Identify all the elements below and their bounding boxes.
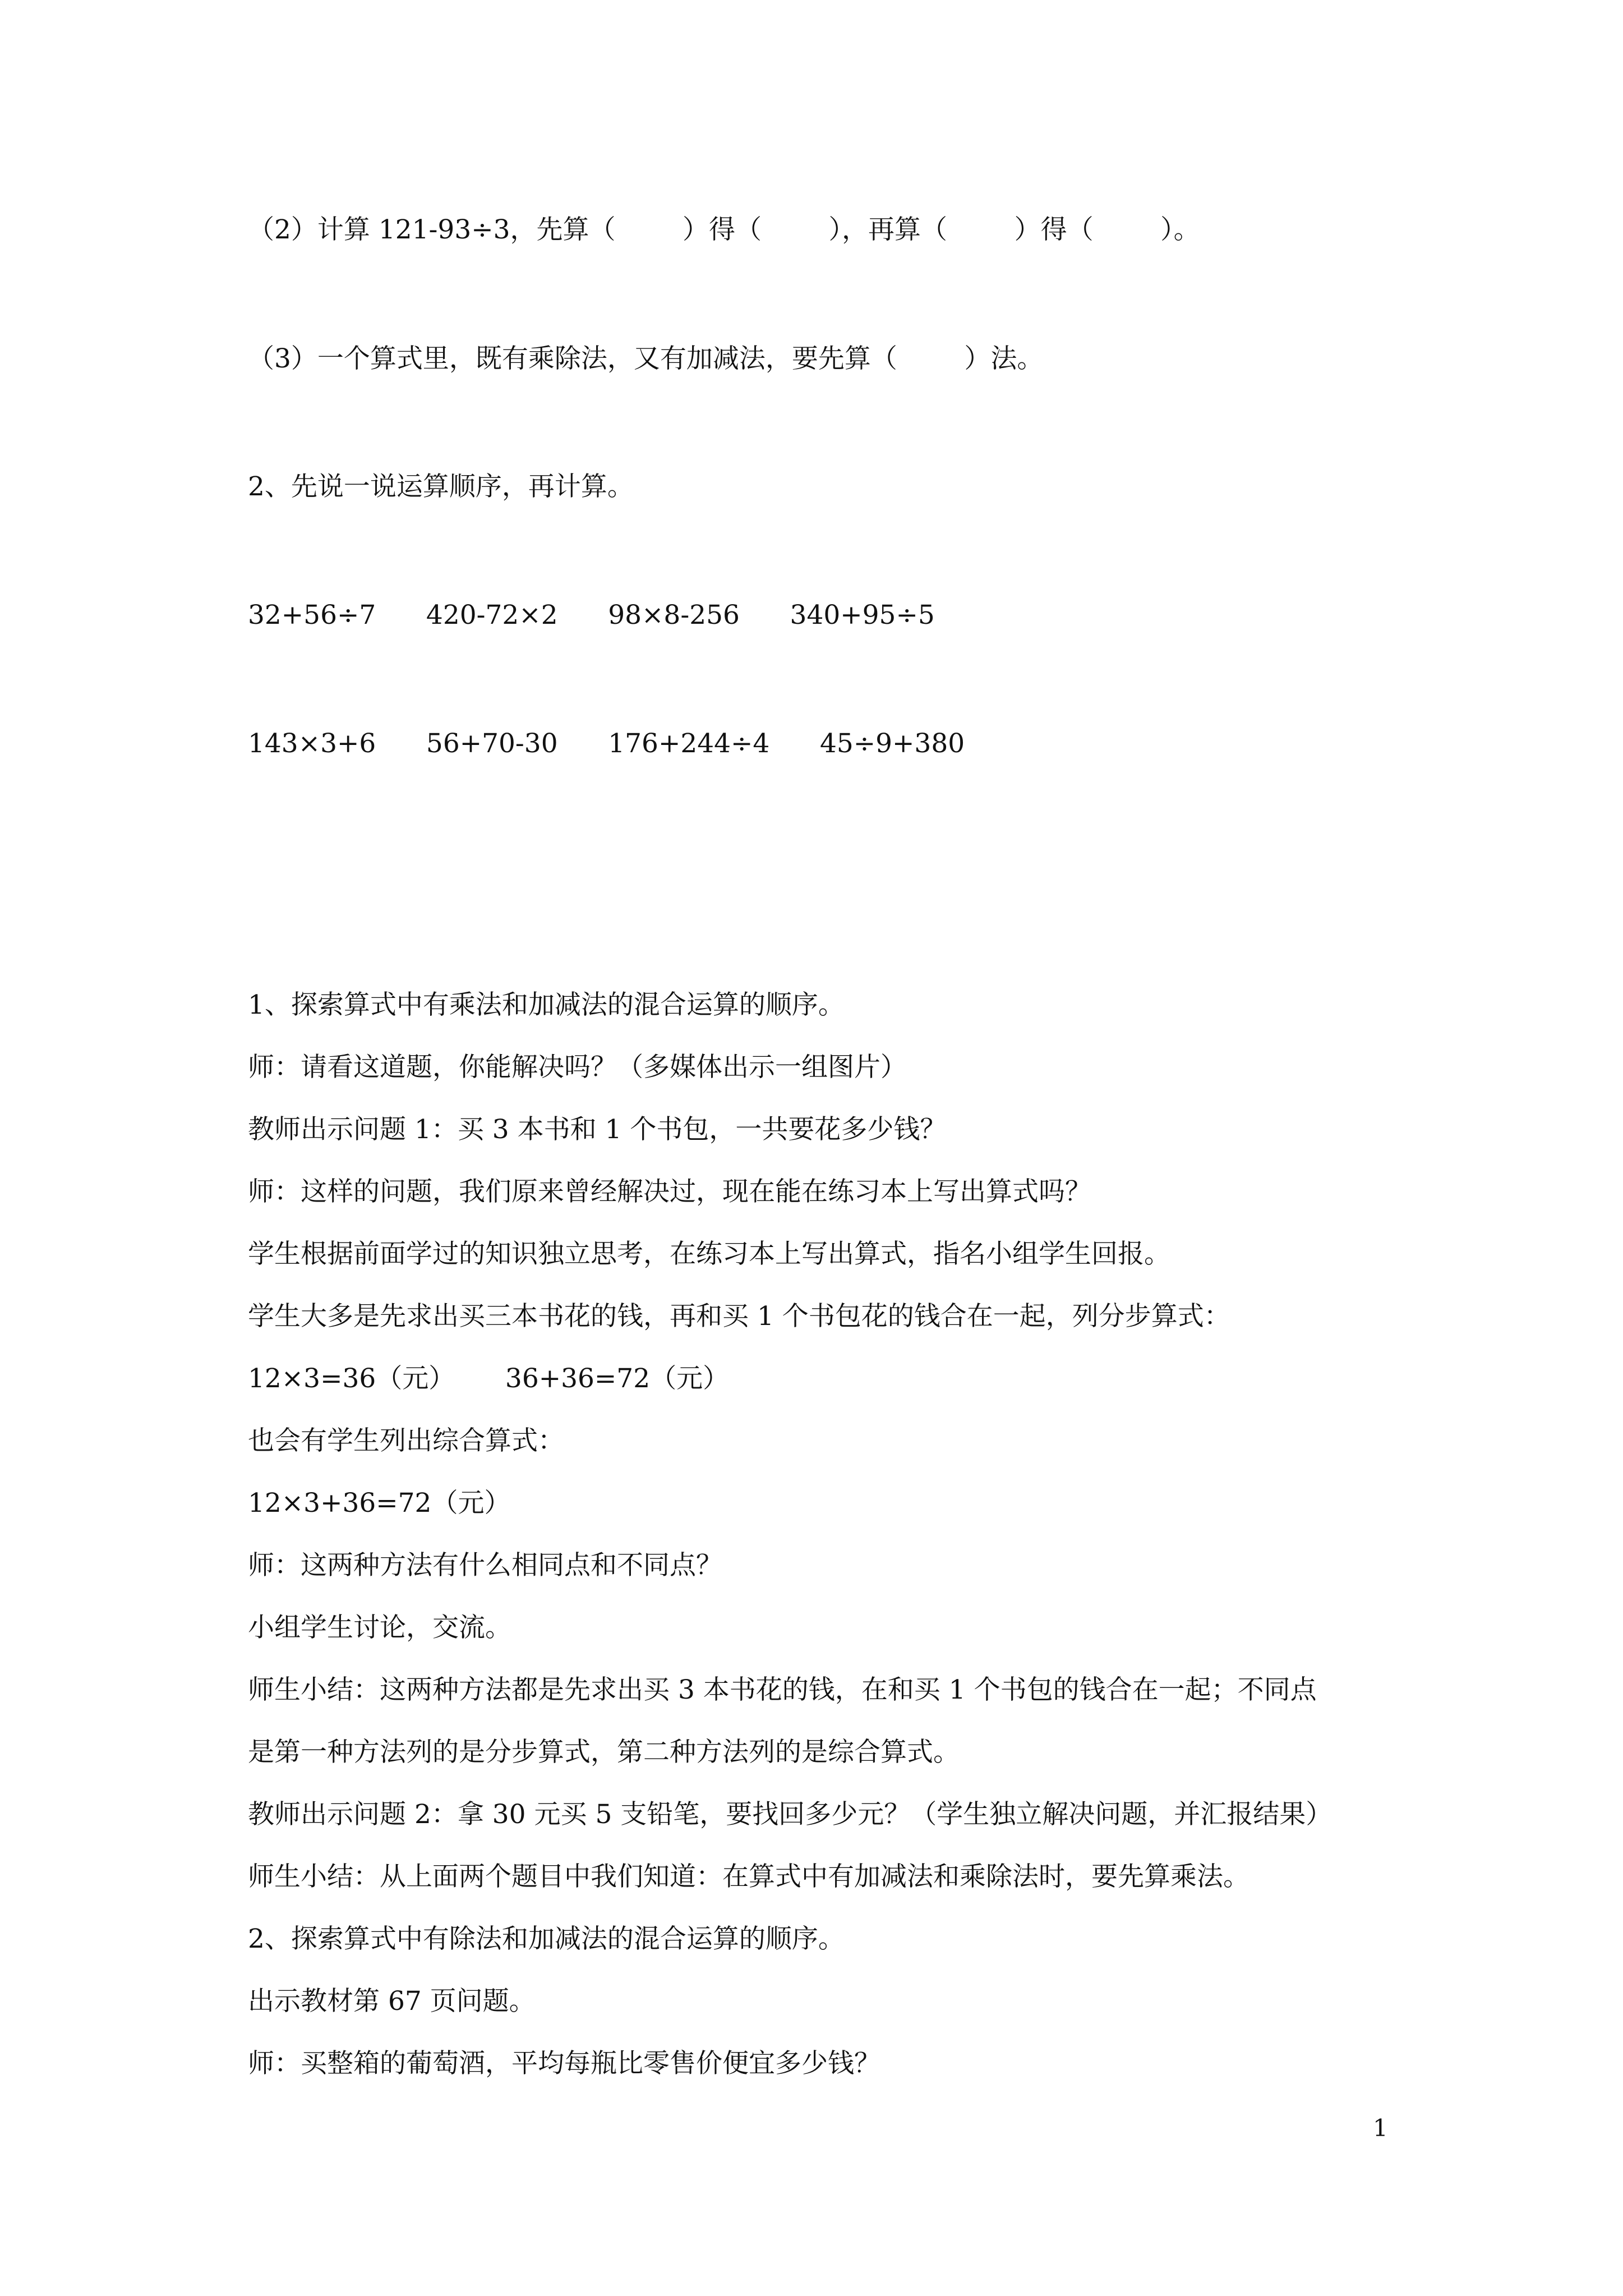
lesson-heading-1: 1、探索算式中有乘法和加减法的混合运算的顺序。 [248,990,845,1020]
lesson-paragraph: 也会有学生列出综合算式： [248,1425,564,1456]
lesson-paragraph: 出示教材第 67 页问题。 [248,1986,536,2017]
lesson-paragraph: 师：买整箱的葡萄酒，平均每瓶比零售价便宜多少钱？ [248,2048,880,2079]
lesson-paragraph: 教师出示问题 1：买 3 本书和 1 个书包，一共要花多少钱？ [248,1114,947,1145]
page-number: 1 [1373,2114,1388,2142]
exercise-q1-part3: （3）一个算式里，既有乘除法，又有加减法，要先算（ ）法。 [248,343,1044,374]
exercise-q2-row-2: 143×3+6 56+70-30 176+244÷4 45÷9+380 [248,728,965,759]
lesson-paragraph: 学生根据前面学过的知识独立思考，在练习本上写出算式，指名小组学生回报。 [248,1239,1170,1269]
lesson-paragraph: 师生小结：从上面两个题目中我们知道：在算式中有加减法和乘除法时，要先算乘法。 [248,1861,1249,1892]
lesson-formula: 12×3+36=72（元） [248,1488,511,1519]
lesson-formula: 12×3=36（元） 36+36=72（元） [248,1363,730,1394]
lesson-paragraph: 是第一种方法列的是分步算式，第二种方法列的是综合算式。 [248,1737,960,1768]
lesson-paragraph: 师：请看这道题，你能解决吗？（多媒体出示一组图片） [248,1052,907,1083]
lesson-paragraph: 师生小结：这两种方法都是先求出买 3 本书花的钱，在和买 1 个书包的钱合在一起；不同点 [248,1674,1317,1705]
lesson-paragraph: 师：这两种方法有什么相同点和不同点？ [248,1550,722,1581]
lesson-paragraph: 教师出示问题 2：拿 30 元买 5 支铅笔，要找回多少元？（学生独立解决问题，并汇报结果） [248,1799,1332,1830]
lesson-paragraph: 小组学生讨论，交流。 [248,1612,511,1643]
exercise-q2-row-1: 32+56÷7 420-72×2 98×8-256 340+95÷5 [248,600,935,631]
lesson-paragraph: 学生大多是先求出买三本书花的钱，再和买 1 个书包花的钱合在一起，列分步算式： [248,1301,1230,1332]
lesson-paragraph: 师：这样的问题，我们原来曾经解决过，现在能在练习本上写出算式吗？ [248,1176,1091,1207]
exercise-q2-title: 2、先说一说运算顺序，再计算。 [248,471,634,502]
lesson-heading-2: 2、探索算式中有除法和加减法的混合运算的顺序。 [248,1924,845,1954]
exercise-q1-part2: （2）计算 121-93÷3，先算（ ）得（ ），再算（ ）得（ ）。 [248,214,1200,245]
